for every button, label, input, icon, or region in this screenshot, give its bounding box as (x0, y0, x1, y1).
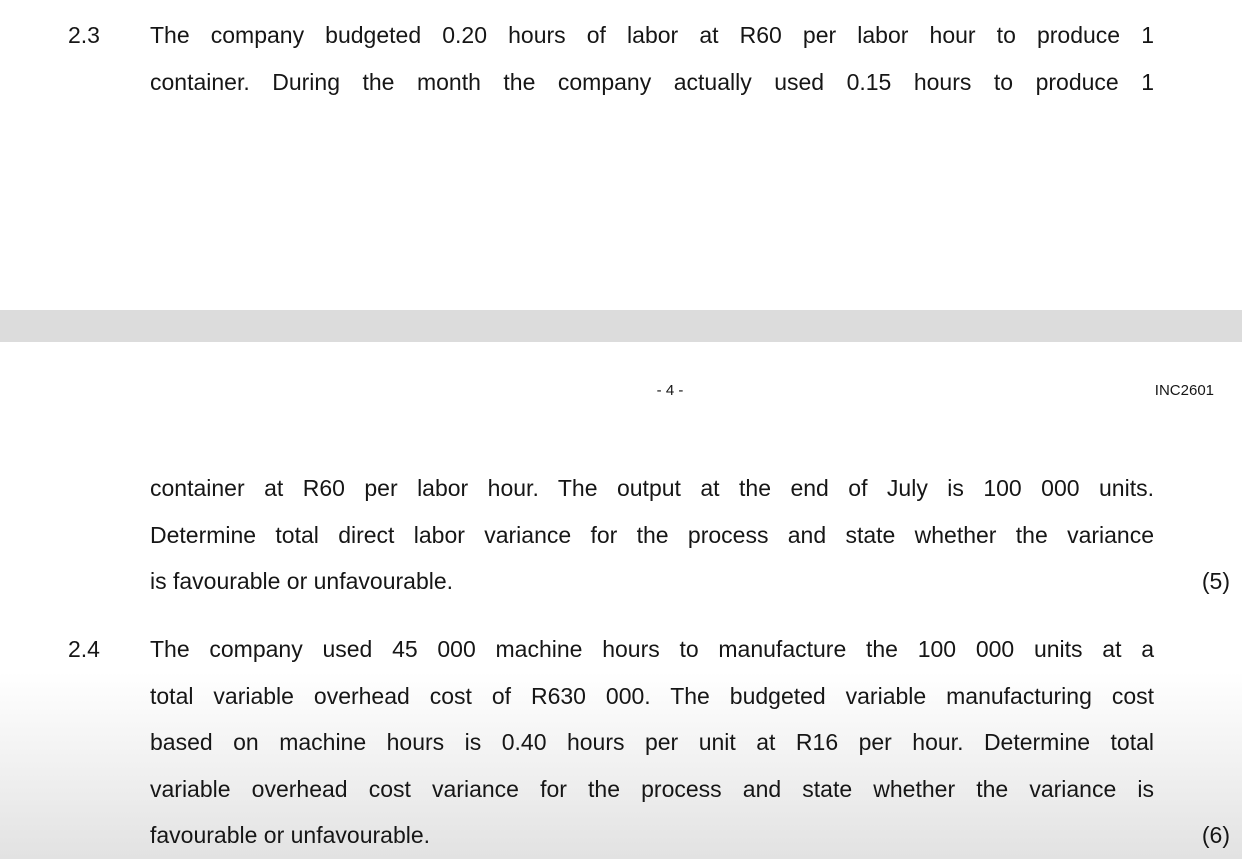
page-number: - 4 - (656, 382, 684, 399)
question-2-3-text-part-1 (150, 12, 1154, 105)
text-line: The company used 45 000 machine hours to manufacture the 100 000 units at a (150, 636, 1154, 662)
page-3-bottom (0, 0, 1242, 310)
text-line: favourable or unfavourable. (150, 822, 431, 848)
text-line: total variable overhead cost of R630 000. The budgeted variable manufacturing cost (150, 682, 1154, 709)
page-4 (0, 342, 1242, 859)
question-number: 2.4 (68, 636, 100, 662)
question-2-4-text (150, 626, 1154, 859)
text-line: container at R60 per labor hour. The output at the end of July is 100 000 units. (150, 475, 1154, 501)
question-2-3-text-part-2 (150, 465, 1154, 605)
text-line: variable overhead cost variance for the process and state whether the variance is (150, 775, 1154, 802)
question-number: 2.3 (68, 22, 100, 48)
text-line: Determine total direct labor variance for the process and state whether the variance (150, 521, 1154, 548)
page-separator (0, 310, 1242, 342)
text-line: container. During the month the company actually used 0.15 hours to produce 1 (150, 68, 1154, 95)
text-line: based on machine hours is 0.40 hours per unit at R16 per hour. Determine total (150, 729, 1154, 755)
text-line: The company budgeted 0.20 hours of labor at R60 per labor hour to produce 1 (150, 22, 1154, 48)
question-2-3-marks: (5) (1201, 568, 1230, 594)
course-code: INC2601 (1154, 382, 1214, 399)
text-line: is favourable or unfavourable. (150, 568, 454, 594)
question-2-4-marks: (6) (1201, 822, 1230, 848)
